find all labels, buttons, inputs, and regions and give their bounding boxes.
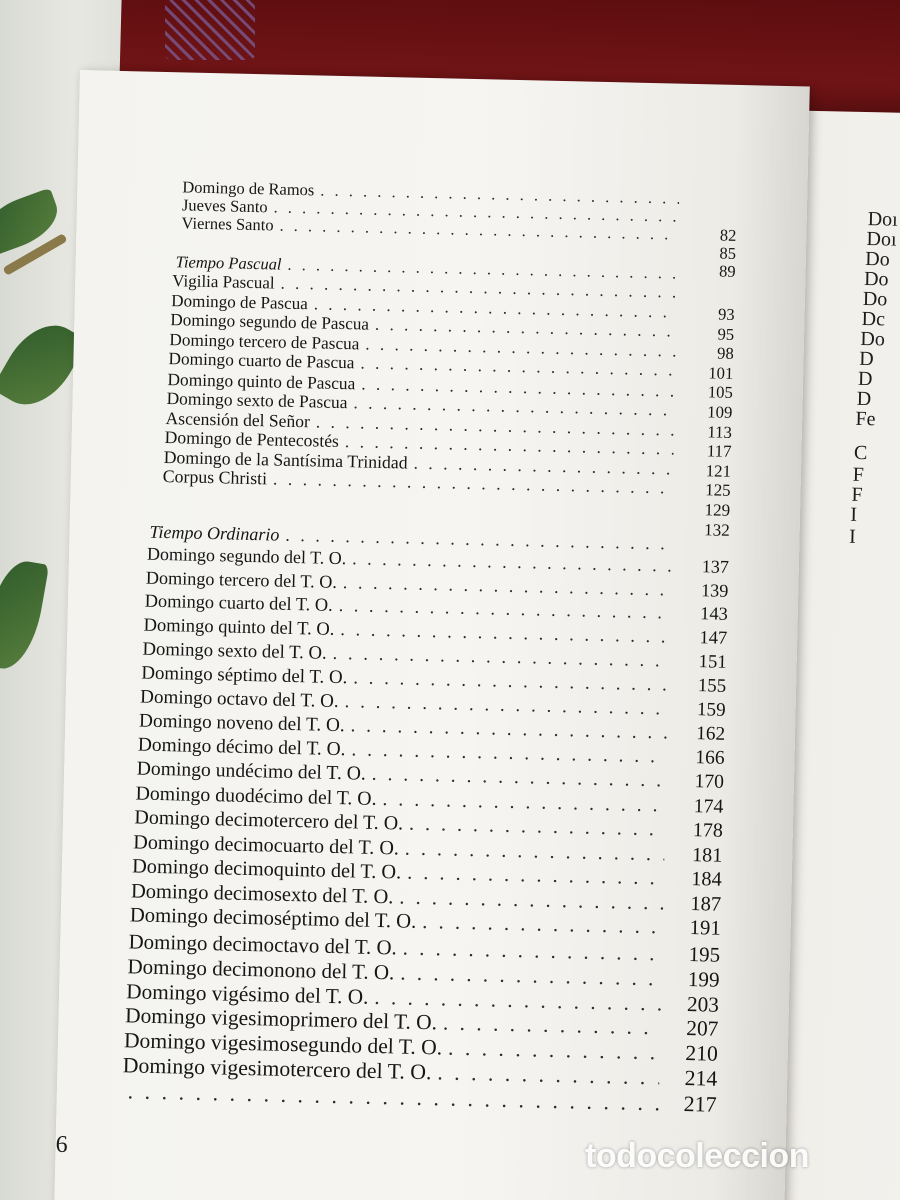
toc-entry-label: Vigilia Pascual	[172, 271, 275, 293]
toc-entry-label: Domingo cuarto del T. O.	[144, 590, 333, 616]
right-page-fragment: Dc	[861, 307, 886, 331]
toc-page-number: 89	[718, 261, 736, 281]
toc-entry-label: Domingo de Pentecostés	[164, 427, 340, 451]
toc-entry-page	[679, 204, 737, 205]
toc-entry-page: 139	[700, 579, 729, 601]
toc-entry-label: Domingo vigesimotercero del T. O.	[122, 1053, 432, 1085]
toc-entry-page: 170	[694, 771, 725, 793]
toc-page-number: 113	[707, 421, 733, 442]
toc-entry-page: 137	[701, 556, 730, 577]
toc-page-number: 117	[706, 441, 732, 462]
toc-page-number: 121	[705, 461, 732, 481]
right-page-fragment: Doı	[866, 228, 897, 251]
right-page-fragment: D	[857, 367, 873, 391]
toc-entry-page: 162	[695, 722, 726, 745]
toc-entry-label: Domingo tercero de Pascua	[169, 329, 360, 353]
page-number: 6	[55, 1131, 68, 1158]
toc-entry-label: Domingo tercero del T. O.	[145, 567, 338, 592]
toc-entry-page: 187	[690, 892, 722, 916]
toc-page-number: 109	[707, 402, 733, 422]
embroidery	[165, 0, 255, 60]
toc-entry-page: 147	[699, 627, 728, 649]
toc-entry-page	[677, 298, 735, 299]
toc-entry-label: Domingo vigesimosegundo del T. O.	[123, 1028, 443, 1060]
toc-entry-label: Domingo segundo del T. O.	[146, 543, 347, 569]
toc-entry-label: Domingo decimotercero del T. O.	[134, 806, 404, 835]
toc-entry-page: 203	[686, 991, 720, 1017]
right-page-fragment: D	[856, 387, 872, 411]
toc-entry-label: Domingo vigésimo del T. O.	[126, 978, 369, 1009]
toc-entry-page: 181	[691, 843, 723, 867]
toc-page-number: 98	[716, 343, 734, 364]
toc-entry-page: 151	[698, 651, 727, 673]
table-of-contents	[54, 70, 809, 1200]
right-page-fragment: I	[848, 525, 856, 548]
toc-entry-label: Domingo decimosexto del T. O.	[130, 880, 394, 909]
toc-entry-page: 166	[695, 746, 725, 769]
right-page-fragment: Do	[865, 248, 890, 271]
dot-leader	[422, 911, 663, 939]
right-page-fragment: Fe	[855, 407, 876, 431]
toc-entry-page: 184	[691, 868, 723, 892]
toc-entry-page: 195	[688, 942, 721, 967]
toc-entry-page: 159	[696, 698, 726, 721]
toc-entry-label: Domingo quinto de Pascua	[167, 368, 356, 393]
toc-entry-page: 210	[685, 1041, 719, 1067]
toc-entry-page	[671, 550, 729, 551]
toc-entry-label: Corpus Christi	[162, 465, 268, 489]
toc-entry-label: Domingo decimoséptimo del T. O.	[129, 904, 417, 934]
toc-entry-page	[677, 279, 735, 280]
toc-entry-label: Domingo noveno del T. O.	[138, 710, 345, 736]
section-heading-label: Tiempo Pascual	[175, 252, 282, 274]
toc-page-number: 129	[704, 500, 731, 520]
toc-entry-label: Domingo undécimo del T. O.	[136, 758, 367, 785]
right-page-fragment: Do	[860, 327, 886, 351]
toc-page-number: 105	[707, 382, 734, 403]
toc-entry-page: 199	[687, 966, 720, 992]
right-page-fragment: Do	[863, 268, 889, 291]
toc-page-number: 95	[717, 324, 735, 344]
toc-entry-label: Domingo sexto del T. O.	[142, 638, 327, 664]
toc-entry-label: Domingo décimo del T. O.	[137, 734, 346, 760]
toc-entry-label: Domingo decimocuarto del T. O.	[133, 831, 400, 860]
toc-entry-label: Domingo séptimo del T. O.	[141, 662, 348, 688]
toc-entry-label: Viernes Santo	[181, 213, 274, 235]
toc-entry-label: Domingo octavo del T. O.	[139, 686, 339, 712]
toc-entry-label: Domingo sexto de Pascua	[166, 388, 348, 413]
toc-entry-label: Jueves Santo	[181, 195, 268, 217]
toc-entry-label: Domingo de la Santísima Trinidad	[163, 446, 408, 473]
right-page-fragment: I	[850, 503, 858, 526]
toc-entry-page: 143	[700, 603, 729, 625]
toc-entry-label: Ascensión del Señor	[165, 407, 311, 431]
toc-page-number: 82	[719, 225, 737, 245]
toc-entry-page: 174	[693, 795, 724, 818]
toc-entry-page: 214	[684, 1066, 718, 1092]
toc-entry-label: Domingo duodécimo del T. O.	[135, 782, 377, 811]
watermark-logo: todocoleccion	[585, 1137, 809, 1175]
toc-entry-page: 207	[686, 1016, 719, 1042]
toc-entry-page: 178	[692, 819, 724, 843]
toc-entry-page: 217	[683, 1091, 717, 1118]
toc-entry-page	[679, 222, 737, 223]
toc-entry-label: Domingo decimoquinto del T. O.	[131, 855, 402, 884]
right-page-fragment: C	[853, 441, 868, 465]
left-page	[53, 70, 810, 1200]
toc-entry-page: 155	[697, 674, 727, 697]
toc-entry-label: Domingo decimoctavo del T. O.	[128, 929, 398, 960]
toc-entry-label: Domingo de Pascua	[171, 290, 309, 313]
right-page-fragment: Doı	[867, 208, 898, 231]
toc-page-number: 101	[708, 363, 734, 383]
toc-entry-label: Domingo cuarto de Pascua	[168, 349, 355, 373]
right-page-fragment: F	[851, 483, 863, 507]
toc-entry-label: Domingo de Ramos	[182, 177, 315, 200]
toc-entry-label: Domingo segundo de Pascua	[170, 310, 370, 334]
right-page-fragment: Do	[862, 287, 888, 311]
toc-entry-page: 191	[689, 917, 721, 941]
right-page-fragment: F	[852, 463, 865, 487]
section-heading-label: Tiempo Ordinario	[149, 521, 280, 545]
toc-page-number: 93	[717, 304, 735, 324]
toc-page-number: 85	[719, 243, 737, 263]
toc-entry-label: Domingo decimonono del T. O.	[127, 954, 395, 985]
toc-page-number: 125	[705, 480, 731, 501]
toc-entry-label: Domingo quinto del T. O.	[143, 614, 335, 640]
right-page-fragment: D	[858, 347, 874, 371]
toc-entry-label: Domingo vigesimoprimero del T. O.	[124, 1003, 438, 1035]
toc-page-number: 132	[703, 519, 730, 540]
